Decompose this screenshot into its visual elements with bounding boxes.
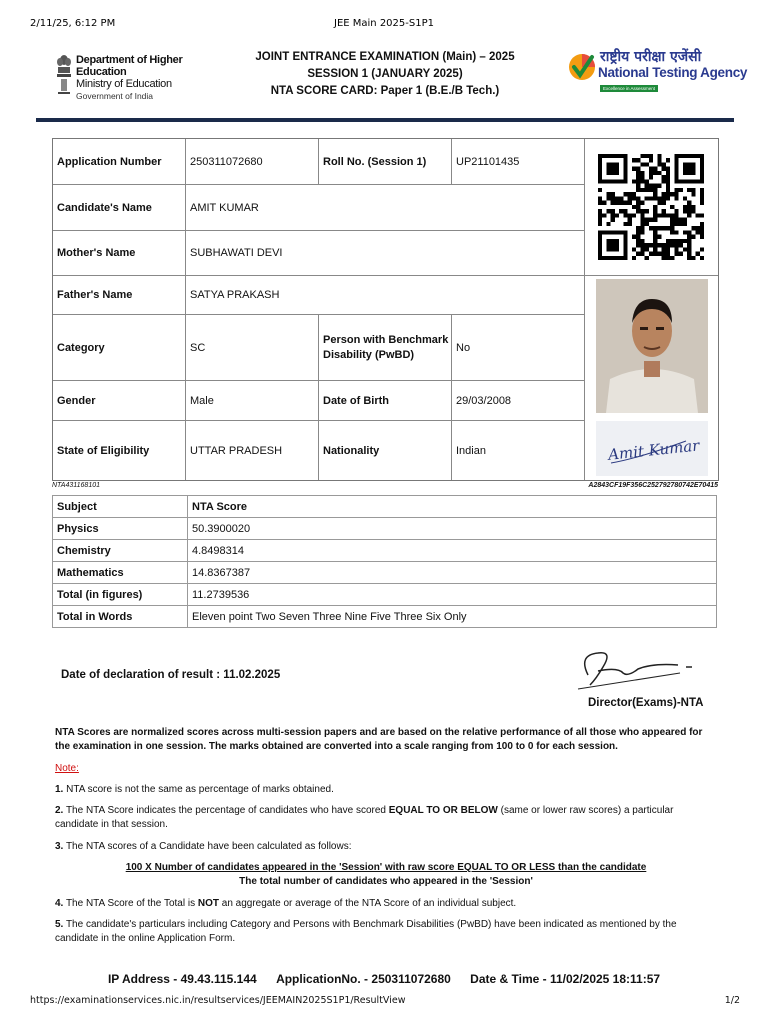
note-item-1: 1. NTA score is not the same as percentage of marks obtained. — [55, 783, 334, 795]
notes-section — [55, 726, 717, 954]
nta-checkmark-logo-icon — [568, 49, 596, 85]
national-emblem-icon — [56, 52, 72, 96]
total-words-score: Eleven point Two Seven Three Nine Five Three Six Only — [188, 606, 717, 628]
roll-number-label: Roll No. (Session 1) — [319, 139, 452, 185]
exam-session: SESSION 1 (JANUARY 2025) — [307, 68, 463, 80]
mathematics-score: 14.8367387 — [188, 562, 717, 584]
candidate-signature — [596, 421, 708, 476]
print-datetime: 2/11/25, 6:12 PM — [30, 18, 116, 29]
note-item-4: 4. The NTA Score of the Total is NOT an aggregate or average of the NTA Score of an individual subject. — [55, 897, 517, 909]
category-value: SC — [186, 315, 319, 381]
total-figures-score: 11.2739536 — [188, 584, 717, 606]
mathematics-label: Mathematics — [53, 562, 188, 584]
note-item-2: 2. The NTA Score indicates the percentage of candidates who have scored EQUAL TO OR BELOW (same or lower raw scores) a particular candidate in that session. — [55, 805, 674, 831]
nta-intro-text: NTA Scores are normalized scores across multi-session papers and are based on the relative performance of all those who appeared for the examination in one session. The marks obtained are converted into a scale ranging from 100 to 0 for each session. — [55, 727, 703, 753]
nationality-value: Indian — [452, 421, 585, 480]
director-signature-image — [568, 645, 708, 695]
nta-hindi-name: राष्ट्रीय परीक्षा एजेंसी — [600, 49, 702, 65]
gender-value: Male — [186, 381, 319, 421]
roll-number-value: UP21101435 — [452, 139, 585, 185]
total-words-label: Total in Words — [53, 606, 188, 628]
chemistry-label: Chemistry — [53, 540, 188, 562]
state-label: State of Eligibility — [53, 421, 186, 480]
father-name-value: SATYA PRAKASH — [186, 276, 585, 315]
declaration-date: Date of declaration of result : 11.02.2025 — [61, 669, 281, 681]
dob-value: 29/03/2008 — [452, 381, 585, 421]
score-header-row — [53, 496, 717, 518]
print-page-number: 1/2 — [724, 995, 740, 1006]
nationality-label: Nationality — [319, 421, 452, 480]
svg-text:Amit Kumar: Amit Kumar — [607, 436, 701, 464]
pwbd-value: No — [452, 315, 585, 381]
scorecard-title: NTA SCORE CARD: Paper 1 (B.E./B Tech.) — [270, 85, 500, 97]
gender-label: Gender — [53, 381, 186, 421]
pwbd-label: Person with Benchmark Disability (PwBD) — [319, 315, 452, 381]
print-url: https://examinationservices.nic.in/resultservices/JEEMAIN2025S1P1/ResultView — [30, 995, 406, 1006]
mother-name-label: Mother's Name — [53, 231, 186, 276]
dob-label: Date of Birth — [319, 381, 452, 421]
table-row — [53, 562, 717, 584]
note-item-5: 5. The candidate's particulars including Category and Persons with Benchmark Disabilities (PwBD) have been indicated as mentioned by the candidate in the online Application Form. — [55, 918, 677, 945]
exam-title-block — [230, 49, 540, 100]
nta-logo-block — [568, 47, 748, 97]
category-label: Category — [53, 315, 186, 381]
subject-header: Subject — [53, 496, 188, 518]
hash-code-right: A2843CF19F356C252792780742E70415 — [588, 482, 718, 489]
candidate-signature-box — [596, 421, 708, 476]
nta-tagline: Excellence in Assessment — [600, 85, 658, 92]
footer-application-no: ApplicationNo. - 250311072680 — [276, 972, 451, 986]
score-table — [52, 495, 717, 628]
candidate-photo-image — [596, 279, 708, 413]
application-number-value: 250311072680 — [186, 139, 319, 185]
footer-info — [0, 972, 768, 986]
header-divider — [36, 118, 734, 122]
note-item-3: 3. The NTA scores of a Candidate have been calculated as follows: — [55, 840, 352, 852]
nta-english-name: National Testing Agency — [598, 65, 748, 80]
print-page-title: JEE Main 2025-S1P1 — [334, 18, 434, 29]
candidate-name-value: AMIT KUMAR — [186, 185, 585, 231]
candidate-name-label: Candidate's Name — [53, 185, 186, 231]
director-title: Director(Exams)-NTA — [588, 697, 704, 709]
table-row — [53, 584, 717, 606]
total-figures-label: Total (in figures) — [53, 584, 188, 606]
nta-code-left: NTA431168101 — [52, 482, 100, 489]
ip-address: IP Address - 49.43.115.144 — [107, 972, 257, 986]
dept-line1: Department of Higher Education — [76, 54, 183, 78]
ministry-block — [56, 50, 206, 100]
candidate-details-table — [52, 138, 719, 481]
qr-code-icon — [598, 151, 704, 263]
physics-score: 50.3900020 — [188, 518, 717, 540]
application-number-label: Application Number — [53, 139, 186, 185]
table-row — [53, 540, 717, 562]
nta-score-formula — [55, 861, 717, 890]
formula-denominator: The total number of candidates who appeared in the 'Session' — [239, 876, 533, 888]
candidate-photo — [596, 279, 708, 413]
director-signature — [568, 645, 708, 695]
footer-datetime: Date & Time - 11/02/2025 18:11:57 — [470, 972, 661, 986]
exam-title: JOINT ENTRANCE EXAMINATION (Main) – 2025 — [255, 51, 515, 63]
physics-label: Physics — [53, 518, 188, 540]
mother-name-value: SUBHAWATI DEVI — [186, 231, 585, 276]
table-row — [53, 518, 717, 540]
dept-line2: Ministry of Education — [76, 78, 172, 90]
note-label: Note: — [55, 762, 79, 774]
father-name-label: Father's Name — [53, 276, 186, 315]
state-value: UTTAR PRADESH — [186, 421, 319, 480]
formula-numerator: 100 X Number of candidates appeared in the 'Session' with raw score EQUAL TO OR LESS than the candidate — [125, 862, 647, 874]
table-row — [53, 606, 717, 628]
nta-score-header: NTA Score — [188, 496, 717, 518]
chemistry-score: 4.8498314 — [188, 540, 717, 562]
dept-line3: Government of India — [76, 91, 154, 101]
